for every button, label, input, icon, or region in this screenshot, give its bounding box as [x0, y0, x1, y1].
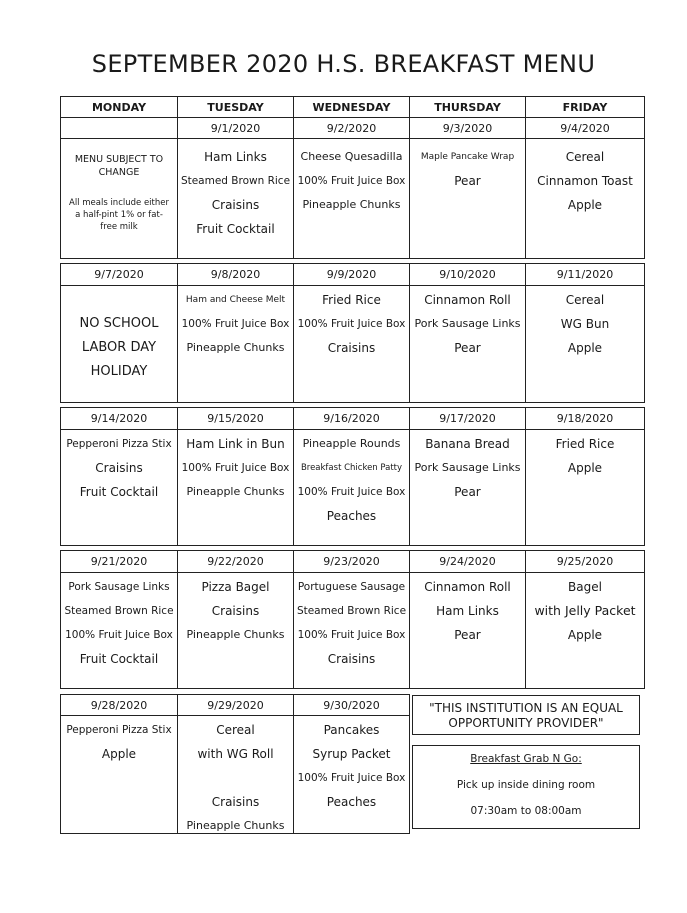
menu-cell-mon-w3	[60, 429, 178, 546]
menu-item: WG Bun	[560, 317, 610, 331]
menu-item: Banana Bread	[425, 437, 510, 451]
grab-n-go-time: 07:30am to 08:00am	[470, 805, 582, 817]
menu-item: Apple	[567, 341, 603, 355]
menu-item: 100% Fruit Juice Box	[297, 318, 406, 330]
menu-item: Fruit Cocktail	[79, 485, 159, 499]
page-title: SEPTEMBER 2020 H.S. BREAKFAST MENU	[91, 50, 596, 78]
menu-cell-tue-w3	[177, 429, 294, 546]
menu-item: Craisins	[211, 604, 260, 618]
equal-opportunity-notice: "THIS INSTITUTION IS AN EQUAL OPPORTUNITY PROVIDER"	[412, 695, 640, 735]
date-cell: 9/29/2020	[177, 694, 294, 716]
date-cell: 9/22/2020	[177, 550, 294, 573]
menu-item: Breakfast Chicken Patty	[300, 463, 403, 473]
date-cell: 9/23/2020	[293, 550, 410, 573]
header-friday: FRIDAY	[525, 96, 645, 118]
menu-item: 100% Fruit Juice Box	[297, 486, 406, 498]
menu-cell-thu-w1	[409, 138, 526, 259]
header-tuesday: TUESDAY	[177, 96, 294, 118]
date-cell: 9/16/2020	[293, 407, 410, 430]
date-cell: 9/9/2020	[293, 263, 410, 286]
menu-item: Peaches	[326, 795, 377, 809]
menu-cell-mon-w5	[60, 715, 178, 834]
menu-item: HOLIDAY	[90, 364, 148, 379]
menu-item	[178, 766, 293, 790]
menu-cell-thu-w4	[409, 572, 526, 689]
menu-item: Ham Links	[204, 150, 267, 164]
menu-item: Craisins	[211, 795, 260, 809]
date-cell: 9/2/2020	[293, 117, 410, 139]
menu-item: Pork Sausage Links	[68, 581, 170, 593]
menu-cell-tue-w1	[177, 138, 294, 259]
menu-item: Pizza Bagel	[201, 580, 270, 594]
menu-item: Syrup Packet	[312, 747, 391, 761]
menu-item: LABOR DAY	[81, 340, 157, 355]
date-cell: 9/18/2020	[525, 407, 645, 430]
menu-item: 100% Fruit Juice Box	[297, 175, 406, 187]
menu-item: Pear	[454, 485, 481, 499]
menu-item: with Jelly Packet	[534, 603, 636, 618]
menu-cell-fri-w1	[525, 138, 645, 259]
date-cell: 9/17/2020	[409, 407, 526, 430]
menu-item: Cheese Quesadilla	[300, 150, 403, 163]
menu-cell-wed-w2	[293, 285, 410, 403]
date-cell: 9/30/2020	[293, 694, 410, 716]
date-cell: 9/28/2020	[60, 694, 178, 716]
menu-item: Maple Pancake Wrap	[420, 152, 515, 162]
menu-item: Craisins	[211, 198, 260, 212]
menu-item: Pineapple Chunks	[302, 198, 401, 211]
menu-item: Fruit Cocktail	[79, 652, 159, 666]
menu-item: 100% Fruit Juice Box	[65, 629, 173, 641]
date-cell: 9/25/2020	[525, 550, 645, 573]
menu-cell-wed-w3	[293, 429, 410, 546]
menu-item: Pineapple Chunks	[186, 485, 285, 498]
menu-item: Portuguese Sausage	[297, 581, 406, 593]
menu-cell-tue-w2	[177, 285, 294, 403]
menu-item: 100% Fruit Juice Box	[181, 462, 290, 474]
date-cell: 9/7/2020	[60, 263, 178, 286]
menu-item: Craisins	[95, 461, 143, 475]
menu-cell-fri-w2	[525, 285, 645, 403]
menu-item: Steamed Brown Rice	[296, 605, 407, 617]
menu-item: Apple	[567, 198, 603, 212]
menu-cell-tue-w5	[177, 715, 294, 834]
grab-n-go-location: Pick up inside dining room	[456, 779, 596, 791]
menu-item: Craisins	[327, 341, 376, 355]
date-cell: 9/21/2020	[60, 550, 178, 573]
menu-cell-mon-w1	[60, 138, 178, 259]
menu-item: 100% Fruit Juice Box	[297, 772, 406, 784]
menu-item: Pork Sausage Links	[414, 461, 521, 474]
menu-item: Cinnamon Roll	[424, 293, 511, 307]
menu-item: Cereal	[565, 293, 605, 307]
menu-cell-mon-w2	[60, 285, 178, 403]
menu-item: Pear	[454, 341, 481, 355]
menu-item: Fruit Cocktail	[196, 222, 275, 236]
menu-cell-wed-w4	[293, 572, 410, 689]
milk-note: All meals include either a half-pint 1% or fat-free milk	[69, 198, 169, 232]
menu-item: Pineapple Chunks	[186, 628, 285, 641]
menu-item: Pear	[454, 628, 481, 642]
menu-item: Apple	[567, 628, 603, 642]
menu-item: Fried Rice	[322, 293, 381, 307]
menu-item: Cereal	[216, 723, 255, 737]
menu-item: Cereal	[565, 150, 605, 164]
menu-cell-wed-w5	[293, 715, 410, 834]
menu-item: 100% Fruit Juice Box	[181, 318, 290, 330]
date-cell: 9/3/2020	[409, 117, 526, 139]
date-cell: 9/4/2020	[525, 117, 645, 139]
menu-item: Peaches	[326, 509, 377, 523]
menu-item: Steamed Brown Rice	[180, 175, 291, 187]
menu-item: Bagel	[568, 580, 602, 594]
date-cell: 9/11/2020	[525, 263, 645, 286]
menu-item: Apple	[101, 747, 137, 761]
menu-item: Pineapple Chunks	[186, 341, 285, 354]
menu-cell-tue-w4	[177, 572, 294, 689]
menu-item: Craisins	[327, 652, 376, 666]
menu-cell-thu-w2	[409, 285, 526, 403]
menu-cell-thu-w3	[409, 429, 526, 546]
menu-item: Ham Link in Bun	[186, 437, 285, 451]
menu-cell-wed-w1	[293, 138, 410, 259]
date-cell: 9/15/2020	[177, 407, 294, 430]
menu-item: Ham Links	[436, 604, 499, 618]
menu-item: Cinnamon Roll	[424, 580, 511, 594]
date-cell: 9/1/2020	[177, 117, 294, 139]
menu-item: Pineapple Chunks	[186, 819, 285, 832]
menu-subject-to-change-note: MENU SUBJECT TO CHANGE	[74, 154, 164, 178]
menu-item: with WG Roll	[197, 747, 274, 761]
menu-item: Ham and Cheese Melt	[185, 295, 286, 305]
menu-item: Pear	[454, 174, 481, 188]
menu-cell-fri-w4	[525, 572, 645, 689]
header-wednesday: WEDNESDAY	[293, 96, 410, 118]
grab-n-go-box	[412, 745, 640, 829]
menu-item: Steamed Brown Rice	[64, 605, 174, 617]
menu-item: Pork Sausage Links	[414, 317, 521, 330]
menu-item: Pepperoni Pizza Stix	[66, 724, 172, 736]
menu-item: Pancakes	[323, 723, 380, 737]
grab-n-go-heading: Breakfast Grab N Go:	[470, 753, 582, 765]
date-cell: 9/10/2020	[409, 263, 526, 286]
menu-item: Pineapple Rounds	[302, 437, 401, 450]
menu-item: Fried Rice	[555, 437, 615, 451]
menu-item: Pepperoni Pizza Stix	[66, 438, 172, 450]
header-monday: MONDAY	[60, 96, 178, 118]
menu-item: Cinnamon Toast	[537, 174, 633, 188]
date-cell: 9/24/2020	[409, 550, 526, 573]
header-thursday: THURSDAY	[409, 96, 526, 118]
date-cell: 9/8/2020	[177, 263, 294, 286]
menu-cell-fri-w3	[525, 429, 645, 546]
menu-cell-mon-w4	[60, 572, 178, 689]
menu-item: 100% Fruit Juice Box	[297, 629, 406, 641]
date-cell	[60, 117, 178, 139]
menu-item: NO SCHOOL	[79, 316, 159, 331]
date-cell: 9/14/2020	[60, 407, 178, 430]
menu-item: Apple	[567, 461, 603, 475]
